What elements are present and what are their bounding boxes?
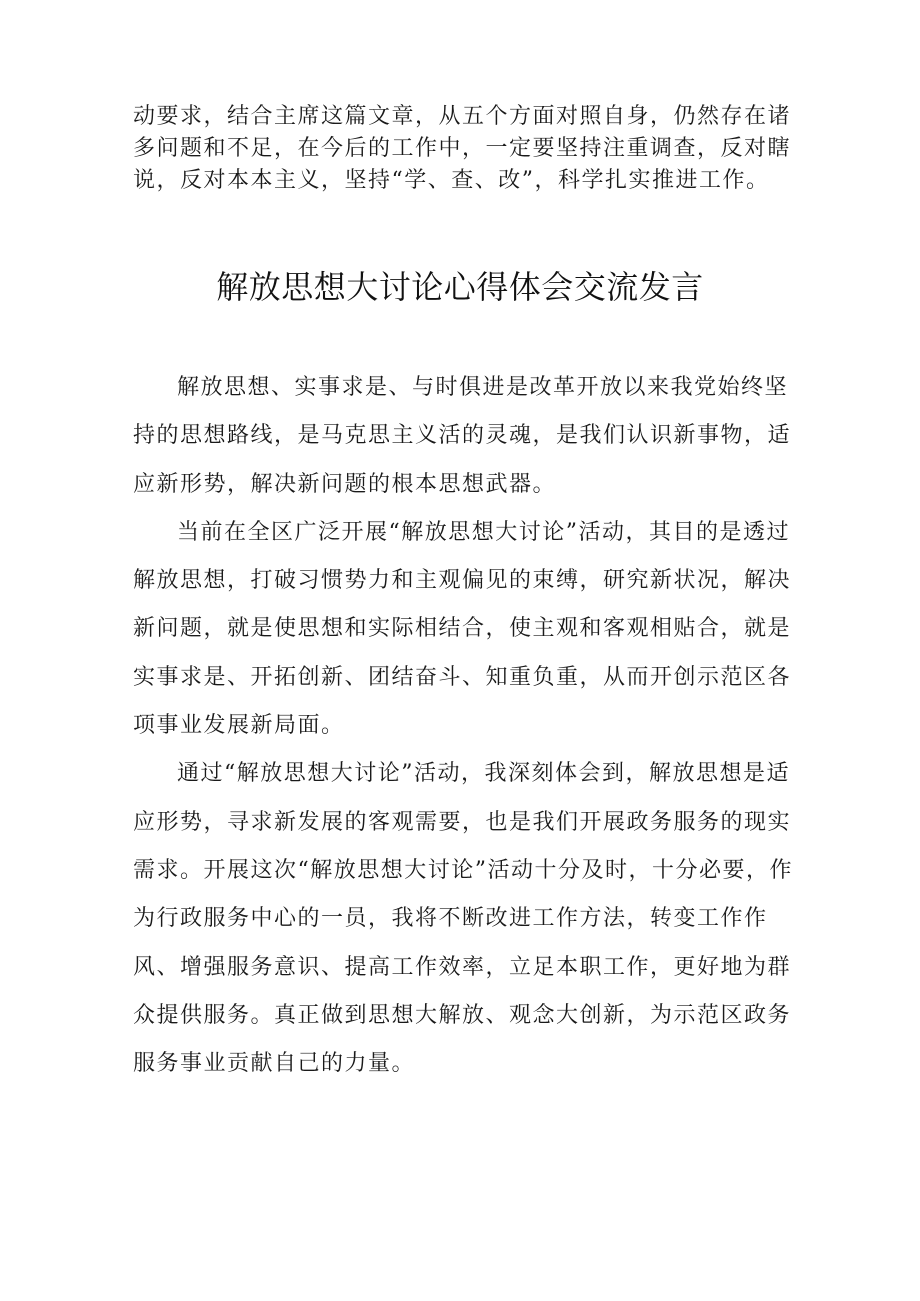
- body-paragraph-1: 解放思想、实事求是、与时俱进是改革开放以来我党始终坚持的思想路线，是马克思主义活的灵魂，是我们认识新事物，适应新形势，解决新问题的根本思想武器。: [133, 375, 792, 497]
- continuation-paragraph: 动要求，结合主席这篇文章，从五个方面对照自身，仍然存在诸多问题和不足，在今后的工作中，一定要坚持注重调查，反对瞎说，反对本本主义，坚持“学、查、改”，科学扎实推进工作。: [133, 104, 792, 193]
- body-paragraph-2: 当前在全区广泛开展“解放思想大讨论”活动，其目的是透过解放思想，打破习惯势力和主观偏见的束缚，研究新状况，解决新问题，就是使思想和实际相结合，使主观和客观相贴合，就是实事求是、开拓创新、团结奋斗、知重负重，从而开创示范区各项事业发展新局面。: [133, 519, 792, 739]
- body-paragraph-3: 通过“解放思想大讨论”活动，我深刻体会到，解放思想是适应形势，寻求新发展的客观需要，也是我们开展政务服务的现实需求。开展这次“解放思想大讨论”活动十分及时，十分必要，作为行政服务中心的一员，我将不断改进工作方法，转变工作作风、增强服务意识、提高工作效率，立足本职工作，更好地为群众提供服务。真正做到思想大解放、观念大创新，为示范区政务服务事业贡献自己的力量。: [133, 761, 793, 1077]
- document-body: [133, 364, 793, 1088]
- document-title: 解放思想大讨论心得体会交流发言: [216, 268, 704, 306]
